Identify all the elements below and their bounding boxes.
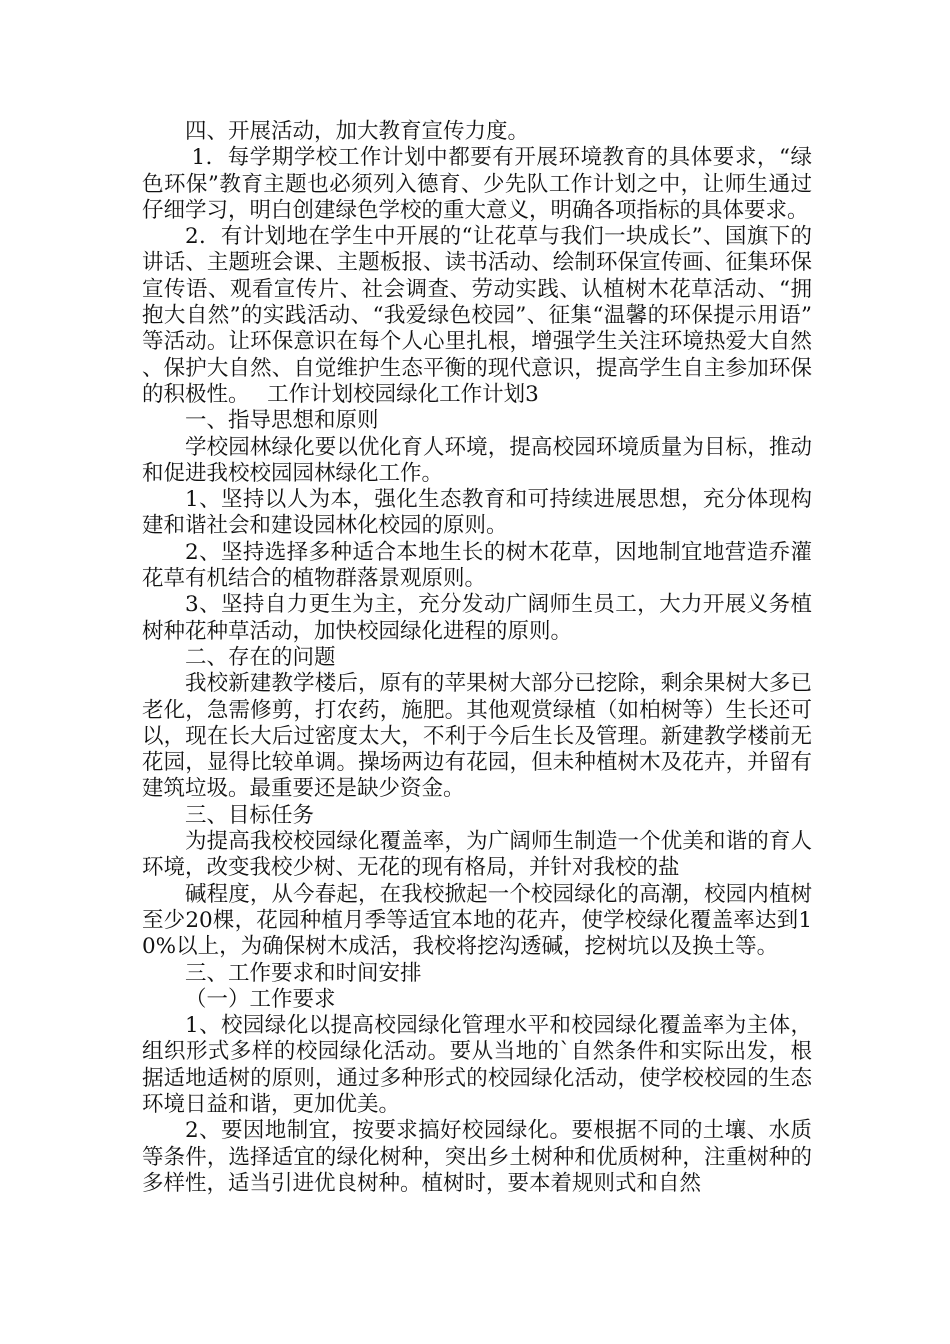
paragraph-principle-2: 2、坚持选择多种适合本地生长的树木花草，因地制宜地营造乔灌花草有机结合的植物群落景观原则。 xyxy=(142,539,812,592)
paragraph-requirement-1: 1、校园绿化以提高校园绿化管理水平和校园绿化覆盖率为主体，组织形式多样的校园绿化活动。要从当地的`自然条件和实际出发，根据适地适树的原则，通过多种形式的校园绿化活动，使学校校园的生态环境日益和谐，更加优美。 xyxy=(142,1013,812,1117)
heading-activities: 四、开展活动，加大教育宣传力度。 xyxy=(185,119,530,144)
paragraph-principle-3: 3、坚持自力更生为主，充分发动广阔师生员工，大力开展义务植树种花种草活动，加快校园绿化进程的原则。 xyxy=(142,592,812,644)
paragraph-targets-a: 为提高我校校园绿化覆盖率，为广阔师生制造一个优美和谐的育人环境，改变我校少树、无花的现有格局，并针对我校的盐 xyxy=(142,829,812,881)
subheading-requirements: （一）工作要求 xyxy=(185,986,336,1012)
document-page xyxy=(142,119,812,1197)
heading-problems: 二、存在的问题 xyxy=(185,644,336,670)
heading-targets: 三、目标任务 xyxy=(185,802,315,828)
heading-guiding-principles: 一、指导思想和原则 xyxy=(185,408,379,434)
paragraph-item-1: 1．每学期学校工作计划中都要有开展环境教育的具体要求，“绿色环保”教育主题也必须列入德育、少先队工作计划之中，让师生通过仔细学习，明白创建绿色学校的重大意义，明确各项指标的具体要求。 xyxy=(142,145,812,223)
paragraph-requirement-2: 2、要因地制宜，按要求搞好校园绿化。要根据不同的土壤、水质等条件，选择适宜的绿化树种，突出乡土树种和优质树种，注重树种的多样性，适当引进优良树种。植树时，要本着规则式和自然 xyxy=(142,1118,812,1196)
paragraph-principle-1: 1、坚持以人为本，强化生态教育和可持续进展思想，充分体现构建和谐社会和建设园林化校园的原则。 xyxy=(142,487,812,539)
paragraph-targets-b: 碱程度，从今春起，在我校掀起一个校园绿化的高潮，校园内植树至少20棵，花园种植月季等适宜本地的花卉，使学校绿化覆盖率达到10%以上，为确保树木成活，我校将挖沟透碱，挖树坑以及换土等。 xyxy=(142,881,812,960)
paragraph-item-2: 2．有计划地在学生中开展的“让花草与我们一块成长”、国旗下的讲话、主题班会课、主题板报、读书活动、绘制环保宣传画、征集环保宣传语、观看宣传片、社会调查、劳动实践、认植树木花草活动、“拥抱大自然”的实践活动、“我爱绿色校园”、征集“温馨的环保提示用语”等活动。让环保意识在每个人心里扎根，增强学生关注环境热爱大自然、保护大自然、自觉维护生态平衡的现代意识，提高学生自主参加环保的积极性。 工作计划校园绿化工作计划3 xyxy=(142,224,812,407)
paragraph-goal: 学校园林绿化要以优化育人环境，提高校园环境质量为目标，推动和促进我校校园园林绿化工作。 xyxy=(142,434,812,486)
paragraph-problems: 我校新建教学楼后，原有的苹果树大部分已挖除，剩余果树大多已老化，急需修剪，打农药，施肥。其他观赏绿植（如柏树等）生长还可以，现在长大后过密度太大，不利于今后生长及管理。新建教学楼前无花园，显得比较单调。操场两边有花园，但未种植树木及花卉，并留有建筑垃圾。最重要还是缺少资金。 xyxy=(142,671,812,802)
heading-requirements-schedule: 三、工作要求和时间安排 xyxy=(185,960,422,986)
